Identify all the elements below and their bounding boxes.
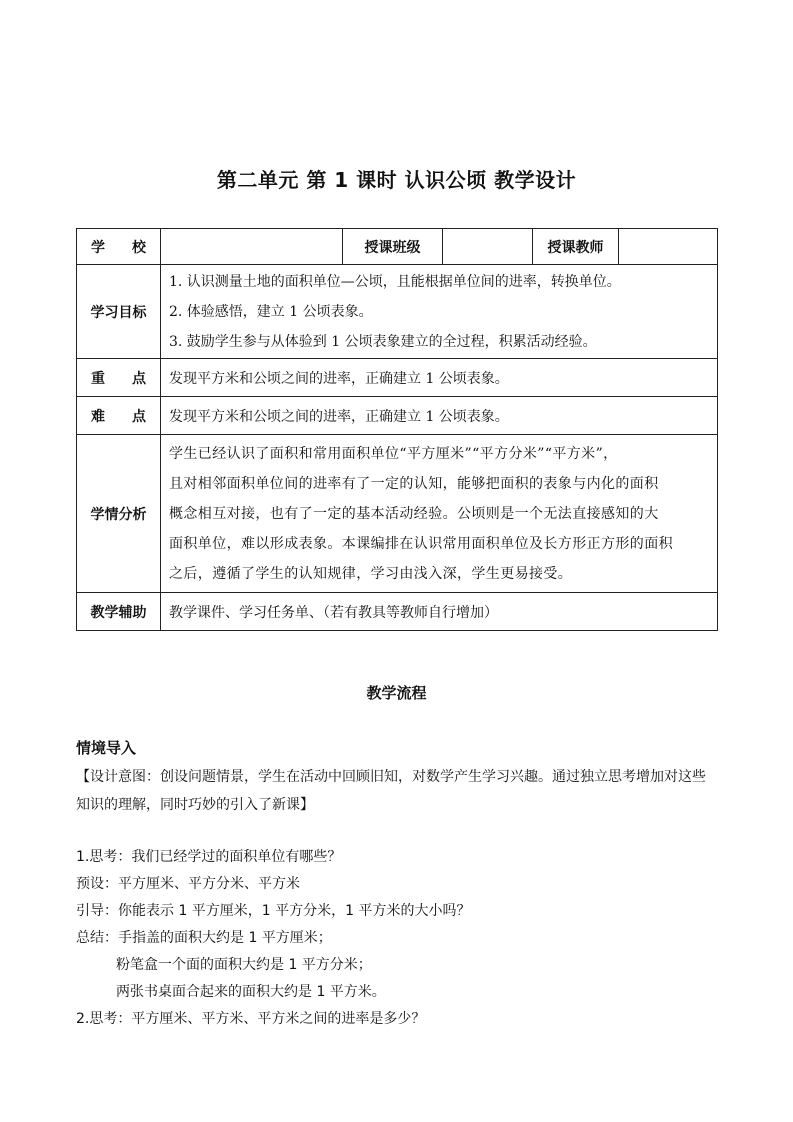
aids-value: 教学课件、学习任务单、（若有教具等教师自行增加） (161, 593, 718, 631)
body-line: 两张书桌面合起来的面积大约是 1 平方米。 (116, 984, 386, 1000)
class-value (443, 229, 533, 265)
body-line: 预设：平方厘米、平方分米、平方米 (76, 876, 300, 892)
teacher-label: 授课教师 (533, 229, 619, 265)
body-line: 1.思考：我们已经学过的面积单位有哪些？ (76, 849, 342, 865)
flow-title: 教学流程 (366, 684, 427, 702)
analysis-line: 概念相互对接，也有了一定的基本活动经验。公顷则是一个无法直接感知的大 (169, 505, 659, 522)
body-line: 2.思考：平方厘米、平方米、平方米之间的进率是多少？ (76, 1011, 426, 1027)
analysis-label: 学情分析 (77, 435, 161, 593)
analysis-line: 学生已经认识了面积和常用面积单位“平方厘米”“平方分米”“平方米”， (169, 445, 618, 462)
goal-item: 2. 体验感悟，建立 1 公顷表象。 (169, 303, 373, 320)
section-title: 情境导入 (76, 739, 137, 757)
aids-label: 教学辅助 (77, 593, 161, 631)
teacher-value (619, 229, 718, 265)
analysis-cell (161, 435, 718, 593)
document-title: 第二单元 第 1 课时 认识公顷 教学设计 (216, 168, 577, 192)
key-points-value: 发现平方米和公顷之间的进率，正确建立 1 公顷表象。 (161, 359, 718, 397)
key-points-label: 重 点 (77, 359, 161, 397)
goal-item: 1. 认识测量土地的面积单位—公顷，且能根据单位间的进率，转换单位。 (169, 273, 621, 290)
analysis-line: 之后，遵循了学生的认知规律，学习由浅入深，学生更易接受。 (169, 565, 573, 582)
lesson-info-table (76, 228, 718, 631)
goal-item: 3. 鼓励学生参与从体验到 1 公顷表象建立的全过程，积累活动经验。 (169, 333, 597, 350)
goals-label: 学习目标 (77, 265, 161, 359)
class-label: 授课班级 (343, 229, 443, 265)
difficulties-label: 难 点 (77, 397, 161, 435)
school-label: 学 校 (77, 229, 161, 265)
design-intent: 【设计意图：创设问题情景，学生在活动中回顾旧知，对数学产生学习兴趣。通过独立思考增加对这些知识的理解，同时巧妙的引入了新课】 (76, 769, 706, 813)
analysis-line: 且对相邻面积单位间的进率有了一定的认知，能够把面积的表象与内化的面积 (169, 475, 659, 492)
body-line: 粉笔盒一个面的面积大约是 1 平方分米； (116, 957, 372, 973)
body-line: 总结：手指盖的面积大约是 1 平方厘米； (76, 930, 332, 946)
analysis-line: 面积单位，难以形成表象。本课编排在认识常用面积单位及长方形正方形的面积 (169, 535, 673, 552)
school-value (161, 229, 343, 265)
goals-cell (161, 265, 718, 359)
difficulties-value: 发现平方米和公顷之间的进率，正确建立 1 公顷表象。 (161, 397, 718, 435)
body-line: 引导：你能表示 1 平方厘米，1 平方分米，1 平方米的大小吗？ (76, 903, 471, 919)
